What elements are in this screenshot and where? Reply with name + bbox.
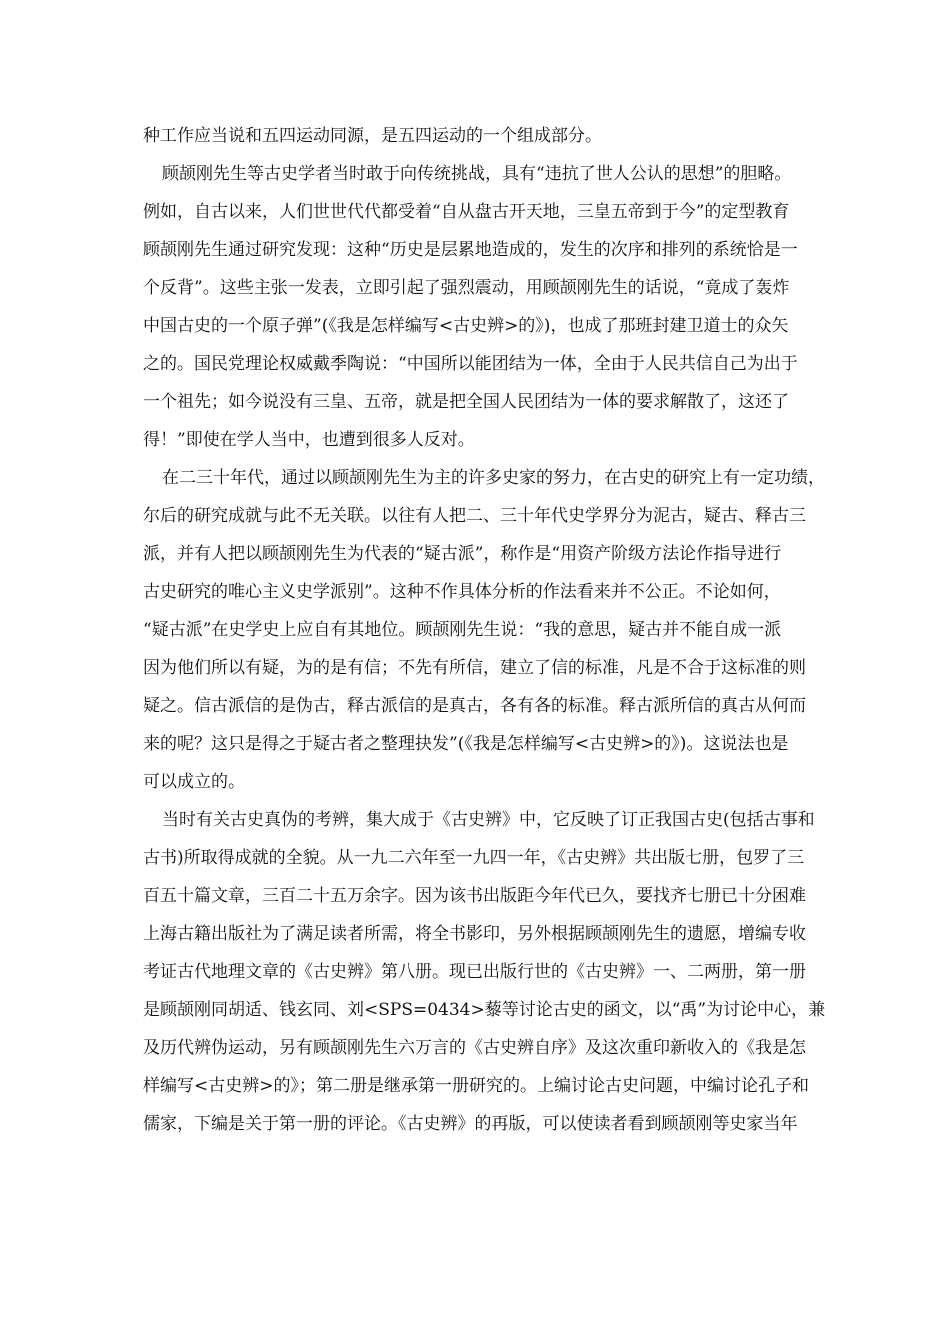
text-line: 尔后的研究成就与此不无关联。以往有人把二、三十年代史学界分为泥古，疑古、释古三 <box>143 506 806 526</box>
text-line: 中国古史的一个原子弹”(《我是怎样编写<古史辨>的》)，也成了那班封建卫道士的众矢 <box>143 316 789 336</box>
text-line: 考证古代地理文章的《古史辨》第八册。现已出版行世的《古史辨》一、二两册，第一册 <box>143 962 806 982</box>
text-line: 古书)所取得成就的全貌。从一九二六年至一九四一年，《古史辨》共出版七册，包罗了三 <box>143 848 805 868</box>
text-line: 个反背”。这些主张一发表，立即引起了强烈震动，用顾颉刚先生的话说，“竟成了轰炸 <box>143 278 790 298</box>
text-line: 一个祖先；如今说没有三皇、五帝，就是把全国人民团结为一体的要求解散了，这还了 <box>143 392 789 412</box>
paragraph-start-line: 当时有关古史真伪的考辨，集大成于《古史辨》中，它反映了订正我国古史(包括古事和 <box>162 810 815 830</box>
text-line: 顾颉刚先生通过研究发现：这种“历史是层累地造成的，发生的次序和排列的系统恰是一 <box>143 240 798 260</box>
text-line: 之的。国民党理论权威戴季陶说：“中国所以能团结为一体，全由于人民共信自己为出于 <box>143 354 798 374</box>
text-line: 来的呢？这只是得之于疑古者之整理抉发”(《我是怎样编写<古史辨>的》)。这说法也是 <box>143 734 789 754</box>
text-line: 儒家，下编是关于第一册的评论。《古史辨》的再版，可以使读者看到顾颉刚等史家当年 <box>143 1114 798 1134</box>
text-line: 可以成立的。 <box>143 772 245 792</box>
text-line: 因为他们所以有疑，为的是有信；不先有所信，建立了信的标准，凡是不合于这标准的则 <box>143 658 806 678</box>
text-line: 得！”即使在学人当中，也遭到很多人反对。 <box>143 430 475 450</box>
paragraph-start-line: 顾颉刚先生等古史学者当时敢于向传统挑战，具有“违抗了世人公认的思想”的胆略。 <box>162 164 792 184</box>
paragraph-start-line: 在二三十年代，通过以顾颉刚先生为主的许多史家的努力，在古史的研究上有一定功绩， <box>162 468 825 488</box>
text-line: “疑古派”在史学史上应自有其地位。顾颉刚先生说：“我的意思，疑古并不能自成一派 <box>143 620 782 640</box>
text-line: 种工作应当说和五四运动同源，是五四运动的一个组成部分。 <box>143 126 602 146</box>
text-line: 疑之。信古派信的是伪古，释古派信的是真古，各有各的标准。释古派所信的真古从何而 <box>143 696 806 716</box>
text-line: 及历代辨伪运动，另有顾颉刚先生六万言的《古史辨自序》及这次重印新收入的《我是怎 <box>143 1038 806 1058</box>
text-line: 古史研究的唯心主义史学派别”。这种不作具体分析的作法看来并不公正。不论如何， <box>143 582 781 602</box>
text-line: 百五十篇文章，三百二十五万余字。因为该书出版距今年代已久，要找齐七册已十分困难 <box>143 886 806 906</box>
text-line: 派，并有人把以顾颉刚先生为代表的“疑古派”，称作是“用资产阶级方法论作指导进行 <box>143 544 782 564</box>
text-line: 上海古籍出版社为了满足读者所需，将全书影印，另外根据顾颉刚先生的遗愿，增编专收 <box>143 924 806 944</box>
text-line: 是顾颉刚同胡适、钱玄同、刘<SPS=0434>藜等讨论古史的函文，以“禹”为讨论中心，兼 <box>143 1000 826 1020</box>
text-line: 样编写<古史辨>的》；第二册是继承第一册研究的。上编讨论古史问题，中编讨论孔子和 <box>143 1076 809 1096</box>
text-line: 例如，自古以来，人们世世代代都受着“自从盘古开天地，三皇五帝到于今”的定型教育 <box>143 202 790 222</box>
